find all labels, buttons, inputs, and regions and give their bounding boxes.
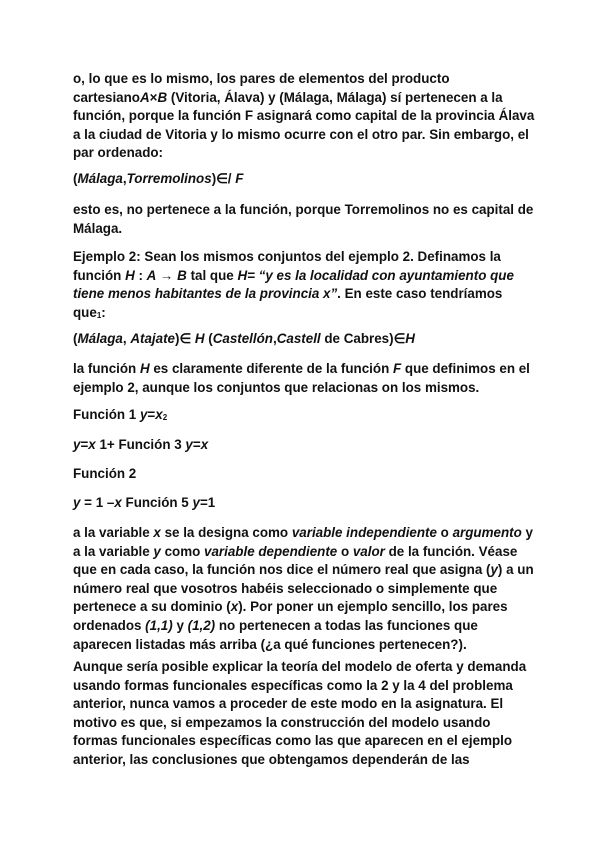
paragraph-cartesian-product xyxy=(73,70,535,163)
text: . En este caso tendríamos que xyxy=(73,286,503,320)
math-var: F xyxy=(235,171,244,186)
term: valor xyxy=(352,543,385,559)
paragraph-h-differs xyxy=(73,360,535,397)
text: Función 1 xyxy=(73,407,140,422)
paragraph-example-2 xyxy=(73,248,535,325)
math-var: y xyxy=(73,437,81,452)
exponent: 2 xyxy=(162,413,168,422)
math-var: H xyxy=(237,267,248,283)
math-var: y xyxy=(73,495,81,510)
math-var: H xyxy=(139,361,150,376)
text: Función 5 xyxy=(121,495,193,510)
text: de la función. Véase que en cada caso, la función nos dice el número real que asigna ( xyxy=(73,543,518,578)
text: tal que xyxy=(186,267,238,283)
text: y a la variable xyxy=(73,525,533,559)
math-op: × xyxy=(149,89,158,105)
text: y xyxy=(172,617,188,633)
function-definition: = “y es la localidad con ayuntamiento que tiene menos habitantes de la provincia x” xyxy=(73,267,514,302)
math-var: F xyxy=(392,361,402,376)
math-op: )∈/ xyxy=(211,171,236,186)
text: o xyxy=(436,525,453,540)
math-var: Castellón xyxy=(212,331,273,346)
math-var: x xyxy=(88,437,96,452)
text: es claramente diferente de la función xyxy=(149,361,393,376)
text: : xyxy=(134,267,147,283)
function-5-line xyxy=(73,494,535,513)
math-op: = xyxy=(80,437,89,452)
math-var: y xyxy=(139,407,148,422)
text: la función xyxy=(73,361,140,376)
math-var: x xyxy=(114,495,122,510)
term: argumento xyxy=(452,525,522,540)
text: , xyxy=(272,331,277,346)
math-var: Torremolinos xyxy=(126,171,212,186)
text: : xyxy=(101,304,106,320)
text: ). Por poner un ejemplo sencillo, los pares ordenados xyxy=(73,599,508,633)
text: ( xyxy=(73,171,78,186)
term: variable independiente xyxy=(291,525,437,540)
paragraph-variables xyxy=(73,524,535,654)
math-var: y xyxy=(185,437,193,452)
text: como xyxy=(160,543,205,559)
math-var: y xyxy=(192,495,200,510)
math-var: B xyxy=(177,267,187,283)
math-var: H xyxy=(194,331,205,346)
text: = 1 – xyxy=(80,495,115,510)
ordered-pair: (1,1) xyxy=(145,617,173,633)
text: Función 2 xyxy=(73,466,137,481)
text: (Vitoria, Álava) y (Málaga, Málaga) sí pertenecen a la función, porque la función F asignará como capital de la provincia Álava a la ciudad de Vitoria y lo mismo ocurre con el otro par. Sin embargo, el par ordenado: xyxy=(73,89,535,161)
text: ( xyxy=(204,331,213,346)
math-op: = xyxy=(192,437,201,452)
math-var: x xyxy=(153,525,161,540)
math-var: Atajate xyxy=(130,331,175,346)
text: Ejemplo 2: Sean los mismos conjuntos del ejemplo 2. Definamos la función xyxy=(73,249,501,283)
text: no pertenecen a todas las funciones que aparecen listadas más arriba (¿a qué funciones pertenecen?). xyxy=(73,617,478,652)
math-var: y xyxy=(490,562,498,578)
math-var: Málaga xyxy=(77,331,123,346)
math-var: H xyxy=(405,331,415,346)
math-var: x xyxy=(200,437,209,452)
paragraph-not-belongs xyxy=(73,201,535,238)
text: de Cabres)∈ xyxy=(320,331,406,346)
term: variable dependiente xyxy=(204,543,338,559)
text: a la variable xyxy=(73,525,154,540)
math-op: = xyxy=(147,407,156,422)
math-var: B xyxy=(157,89,168,105)
text: =1 xyxy=(199,495,216,510)
text: ) a un número real que vosotros habéis seleccionado o simplemente que pertenece a su dominio ( xyxy=(73,562,534,615)
math-var: Málaga xyxy=(77,171,123,186)
footnote-ref: 1 xyxy=(96,310,102,320)
text: o, lo que es lo mismo, los pares de elementos del producto cartesiano xyxy=(73,71,450,105)
text: se la designa como xyxy=(160,525,292,540)
math-var: A xyxy=(140,89,150,105)
ordered-pair: (1,2) xyxy=(187,617,216,633)
text: , xyxy=(122,171,127,186)
math-var: x xyxy=(230,599,239,615)
text: ( xyxy=(73,331,78,346)
function-2-line xyxy=(73,465,535,484)
function-3-line xyxy=(73,436,535,455)
text: Aunque sería posible explicar la teoría del modelo de oferta y demanda usando formas funcionales específicas como la 2 y la 4 del problema anterior, nunca vamos a proceder de este modo en la asignatura. El motivo es que, si empezamos la construcción del modelo usando formas funcionales específicas como las que aparecen en el ejemplo anterior, las conclusiones que obtengamos dependerán de las xyxy=(73,659,527,767)
function-1-line xyxy=(73,406,535,428)
text: que definimos en el ejemplo 2, aunque los conjuntos que relacionas on los mismos. xyxy=(73,361,530,395)
paragraph-supply-demand xyxy=(73,658,535,770)
formula-in-h xyxy=(73,330,535,349)
math-var: A xyxy=(146,267,157,283)
math-var: Castell xyxy=(276,331,321,346)
math-var: H xyxy=(125,267,135,283)
text: esto es, no pertenece a la función, porque Torremolinos no es capital de Málaga. xyxy=(73,202,534,236)
text: , xyxy=(122,331,131,346)
math-var: y xyxy=(153,543,161,559)
text: 1+ Función 3 xyxy=(95,437,186,452)
arrow: → xyxy=(156,267,178,283)
formula-not-in-f xyxy=(73,170,535,189)
text: o xyxy=(337,543,353,559)
math-op: )∈ xyxy=(174,331,195,346)
math-var: x xyxy=(155,407,163,422)
